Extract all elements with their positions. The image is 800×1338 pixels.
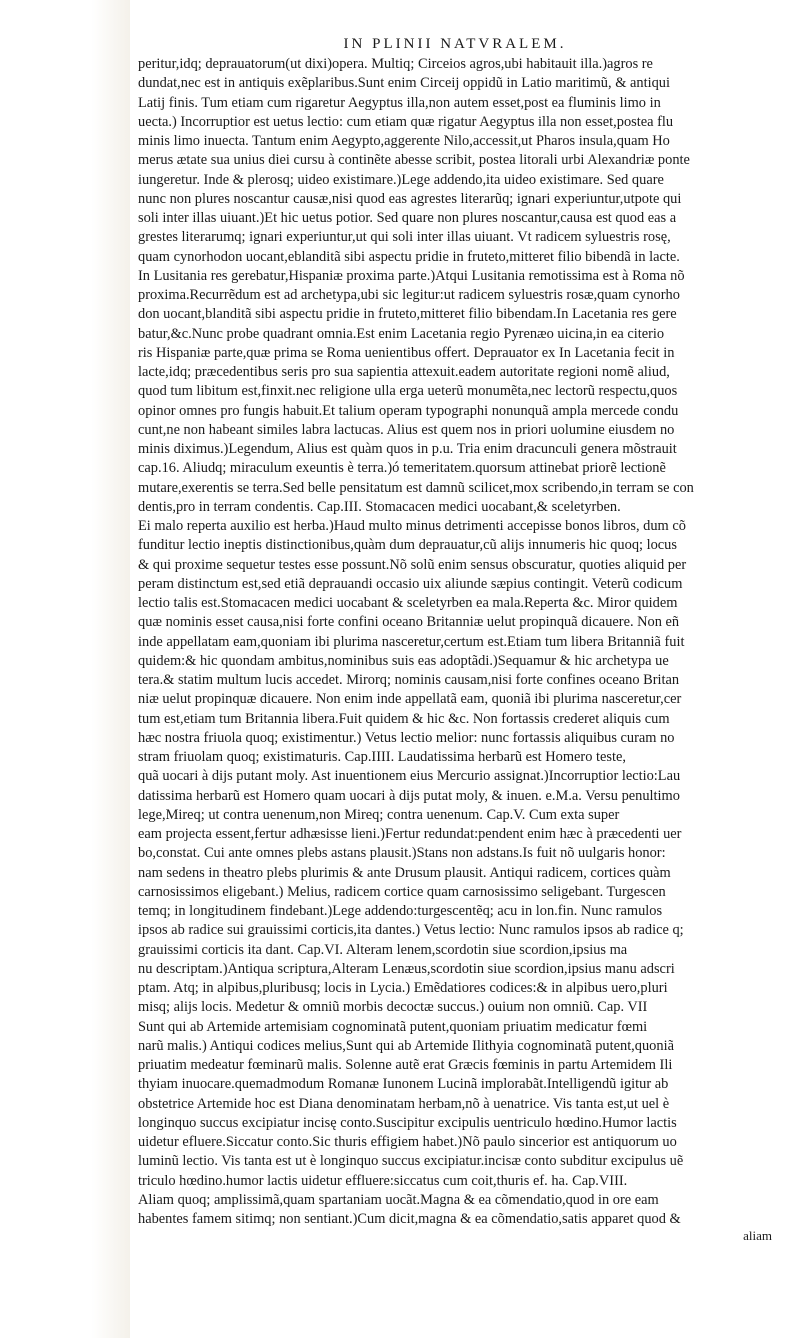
text-line: hæc nostra friuola quoq; existimentur.) Vetus lectio melior: nunc fortassis aliquibus curam no: [138, 729, 675, 746]
text-line: funditur lectio ineptis distinctionibus,quàm dum deprauatur,cũ alijs innumeris hic quoq; locus: [138, 537, 677, 554]
text-line: tera.& statim multum lucis accedet. Mirorq; nominis causam,nisi forte confines oceano Britan: [138, 672, 680, 688]
text-line: Sunt qui ab Artemide artemisiam cognominatã putent,quoniam priuatim medicatur fœmi: [138, 1018, 648, 1035]
text-line: In Lusitania res gerebatur,Hispaniæ proxima parte.)Atqui Lusitania remotissima est à Roma nõ: [138, 267, 685, 284]
text-line: opinor omnes pro fungis habuit.Et talium operam typographi nonunquã ampla mercede condu: [138, 402, 679, 419]
text-line: longinquo succus excipiatur incisę conto.Suscipitur excipulis uentriculo hœdino.Humor lactis: [138, 1114, 677, 1131]
text-line: lectio talis est.Stomacacen medici uocabant & sceletyrben ea mala.Reperta &c. Miror quidem: [138, 595, 678, 611]
text-line: uidetur efluere.Siccatur conto.Sic thuris effigiem habet.)Nõ paulo sincerior est antiquorum uo: [138, 1134, 677, 1150]
text-line: uecta.) Incorruptior est uetus lectio: cum etiam quæ rigatur Aegyptus illa non esset,postea flu: [138, 113, 674, 130]
text-line: quam cynorhodon uocant,eblanditã sibi aspectu pridie in fruteto,mitteret filio bibendã in lacte.: [138, 248, 680, 265]
text-line: nu descriptam.)Antiqua scriptura,Alteram Lenæus,scordotin siue scordion,ipsius manu adscri: [138, 960, 675, 977]
text-line: eam projecta essent,fertur adhæsisse lieni.)Fertur redundat:pendent enim hæc à præcedenti uer: [138, 826, 682, 842]
text-line: carnosissimos eligebant.) Melius, radicem cortice quam carnosissimo seligebant. Turgescen: [138, 883, 666, 900]
text-line: & qui proxime sequetur testes esse possunt.Nõ solũ enim sensus obscuratur, quoties aliquid per: [138, 556, 687, 573]
text-line: cap.16. Aliudq; miraculum exeuntis è terra.)ó temeritatem.quorsum attinebat priorẽ lectionẽ: [138, 460, 666, 477]
text-line: cunt,ne non habeant similes labra lactucas. Alius est quem nos in priori uolumine eiusdem no: [138, 421, 675, 438]
text-line: obstetrice Artemide hoc est Diana denominatam herbam,nõ à uenatrice. Vis tanta est,ut uel è: [138, 1095, 670, 1112]
text-line: narũ malis.) Antiqui codices melius,Sunt qui ab Artemide Ilithyia cognominatã putent,quoniã: [138, 1037, 674, 1054]
text-line: stram friuolam quoq; existimaturis. Cap.IIII. Laudatissima herbarũ est Homero teste,: [138, 749, 626, 765]
text-line: dentis,pro in terram condentis. Cap.III. Stomacacen medici uocabant,& sceletyrben.: [138, 498, 621, 515]
text-line: Latij finis. Tum etiam cum rigaretur Aegyptus illa,non autem esset,post ea fluminis limo in: [138, 94, 661, 111]
text-line: minis diximus.)Legendum, Alius est quàm quos in p.u. Tria enim dracunculi genera mõstrauit: [138, 441, 677, 457]
text-line: peritur,idq; deprauatorum(ut dixi)opera. Multiq; Circeios agros,ubi habitauit illa.)agros re: [138, 56, 653, 72]
text-line: quã uocari à dijs putant moly. Ast inuentionem eius Mercurio assignat.)Incorruptior lectio:Lau: [138, 768, 681, 785]
text-line: niæ uelut propinquæ dicauere. Non enim inde appellatã eam, quoniã ibi plurima nasceretur,cer: [138, 691, 682, 708]
text-line: temq; in longitudinem findebant.)Lege addendo:turgescentẽq; acu in lon.fin. Nunc ramulos: [138, 903, 663, 919]
text-line: ipsos ab radice sui grauissimi corticis,ita dantes.) Vetus lectio: Nunc ramulos ipsos ab radice q;: [138, 922, 684, 939]
text-line: bo,constat. Cui ante omnes plebs astans plausit.)Stans non adstans.Is fuit nõ uulgaris honor:: [138, 845, 666, 862]
text-line: nunc non plures noscantur causæ,nisi quod eas agrestes literarũq; ignari experiuntur,utpote qui: [138, 190, 682, 207]
text-line: nam sedens in theatro plebs plurimis & ante Drusum plausit. Antiqui radicem, cortices quàm: [138, 864, 671, 881]
text-line: quidem:& hic quondam ambitus,nominibus suis eas adoptãdi.)Sequamur & hic archetypa ue: [138, 652, 669, 669]
catchword: aliam: [743, 1228, 772, 1244]
text-line: grestes literarumq; ignari experiuntur,ut qui soli inter illas uiuant. Vt radicem syluestris rosę,: [138, 229, 671, 246]
text-line: iungeretur. Inde & plerosq; uideo existimare.)Lege addendo,ita uideo existimare. Sed quare: [138, 171, 664, 188]
text-line: soli inter illas uiuant.)Et hic uetus potior. Sed quare non plures noscantur,causa est quod eas a: [138, 210, 677, 226]
text-line: quæ nominis esset causa,nisi forte confini oceano Britanniæ uelut propinquã dicauere. Non eñ: [138, 614, 680, 631]
text-line: datissima herbarũ est Homero quam uocari à dijs putat moly, & inuen. e.M.a. Versu penultimo: [138, 787, 680, 804]
text-line: minis limo inuecta. Tantum enim Aegypto,aggerente Nilo,accessit,ut Pharos insula,quam Ho: [138, 133, 670, 149]
text-line: Aliam quoq; amplissimã,quam spartaniam uocãt.Magna & ea cõmendatio,quod in ore eam: [138, 1191, 659, 1208]
text-line: proxima.Recurrẽdum est ad archetypa,ubi sic legitur:ut radicem syluestris rosæ,quam cynorho: [138, 287, 680, 303]
text-line: don uocant,blanditã sibi aspectu pridie in fruteto,mitteret filio bibendam.In Lacetania res gere: [138, 306, 677, 323]
page-gutter: [0, 0, 130, 1338]
text-line: misq; alijs locis. Medetur & omniũ morbis decoctæ succus.) ouium non omniũ. Cap. VII: [138, 999, 648, 1016]
text-line: lacte,idq; præcedentibus seris pro sua sapientia attexuit.eadem autoritate regioni nomẽ aliud,: [138, 364, 670, 380]
body-text: [138, 55, 772, 1229]
text-line: ris Hispaniæ parte,quæ prima se Roma uenientibus offert. Deprauator ex In Lacetania fecit in: [138, 344, 675, 361]
text-line: habentes famem sitimq; non sentiant.)Cum dicit,magna & ea cõmendatio,satis apparet quod &: [138, 1211, 681, 1227]
text-line: batur,&c.Nunc probe quadrant omnia.Est enim Lacetania regio Pyrenæo uicina,in ea citerio: [138, 325, 665, 342]
text-line: lege,Mireq; ut contra uenenum,non Mireq; contra uenenum. Cap.V. Cum exta super: [138, 806, 620, 823]
text-line: priuatim medeatur fœminarũ malis. Solenne autẽ erat Græcis fœminis in partu Artemidem Ili: [138, 1057, 673, 1073]
text-line: peram distinctum est,sed etiã deprauandi occasio uix aliunde sæpius contingit. Veterũ codicum: [138, 575, 683, 592]
text-line: triculo hœdino.humor lactis uidetur effluere:siccatus cum coit,thuris ef. ha. Cap.VIII.: [138, 1172, 628, 1189]
text-line: grauissimi corticis ita dant. Cap.VI. Alteram lenem,scordotin siue scordion,ipsius ma: [138, 941, 628, 958]
text-line: dundat,nec est in antiquis exẽplaribus.Sunt enim Circeij oppidũ in Latio maritimũ, & antiqui: [138, 75, 670, 92]
text-line: quod tum libitum est,finxit.nec religione ulla erga ueterũ monumẽta,nec lectorũ respectu,quos: [138, 383, 678, 400]
running-head: IN PLINII NATVRALEM.: [343, 36, 567, 52]
text-line: mutare,exerentis se terra.Sed belle pensitatum est damnũ scilicet,mox scribendo,in terram se con: [138, 479, 694, 496]
text-line: ptam. Atq; in alpibus,pluribusq; locis in Lycia.) Emẽdatiores codices:& in alpibus uero,pluri: [138, 980, 668, 996]
text-line: Ei malo reperta auxilio est herba.)Haud multo minus detrimenti accepisse bonos libros, dum cõ: [138, 518, 686, 534]
text-line: inde appellatam eam,quoniam ibi plurima nasceretur,certum est.Etiam tum libera Britanniã fuit: [138, 633, 685, 650]
text-line: thyiam inuocare.quemadmodum Romanæ Iunonem Lucinã implorabãt.Intelligendũ igitur ab: [138, 1076, 669, 1093]
text-line: tum est,etiam tum Britannia libera.Fuit quidem & hic &c. Non fortassis crederet aliquis cum: [138, 710, 670, 727]
text-line: merus ætate sua unius diei cursu à continẽte abesse scribit, postea litorali urbi Alexandriæ ponte: [138, 152, 690, 169]
text-line: luminũ lectio. Vis tanta est ut è longinquo succus excipiatur.incisæ conto subditur excipulus uẽ: [138, 1153, 684, 1170]
